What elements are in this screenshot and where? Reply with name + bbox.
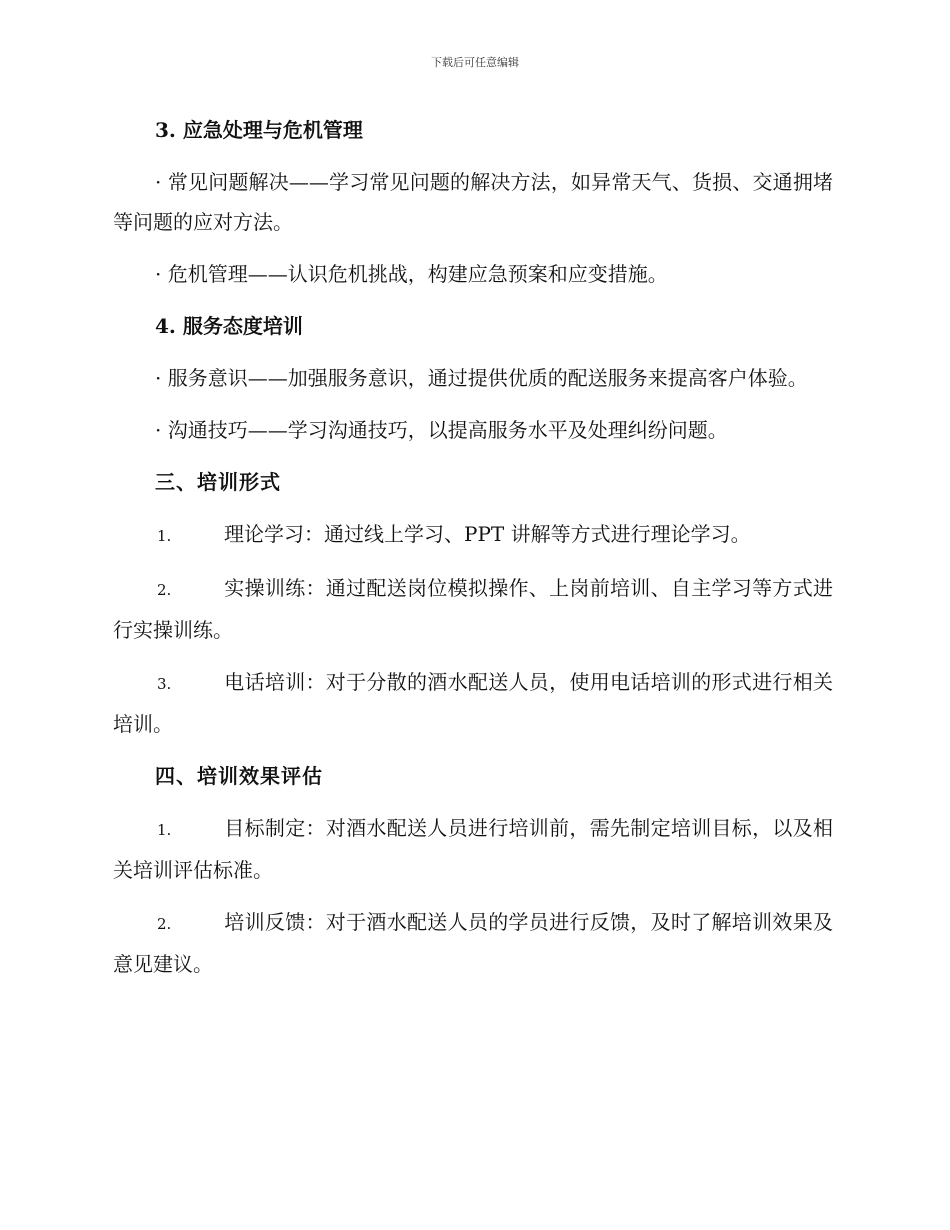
- item-number: 1.: [157, 527, 172, 545]
- item-text: 目标制定：对酒水配送人员进行培训前，需先制定培训目标，以及相关培训评估标准。: [113, 816, 833, 882]
- item-number: 1.: [157, 821, 172, 839]
- item-number: 2.: [157, 581, 172, 599]
- item-text: 理论学习：通过线上学习、PPT 讲解等方式进行理论学习。: [224, 522, 751, 546]
- section-heading-evaluation: 四、培训效果评估: [155, 764, 323, 788]
- bullet-paragraph: · 沟通技巧——学习沟通技巧，以提高服务水平及处理纠纷问题。: [155, 418, 728, 442]
- document-body: [113, 110, 833, 996]
- subsection-heading-3: 3. 应急处理与危机管理: [155, 118, 363, 142]
- numbered-item: [113, 514, 833, 556]
- item-text: 培训反馈：对于酒水配送人员的学员进行反馈，及时了解培训效果及意见建议。: [113, 910, 833, 976]
- subsection-heading-4: 4. 服务态度培训: [155, 314, 303, 338]
- bullet-paragraph: · 危机管理——认识危机挑战，构建应急预案和应变措施。: [155, 262, 668, 286]
- item-text: 电话培训：对于分散的酒水配送人员，使用电话培训的形式进行相关培训。: [113, 670, 833, 736]
- numbered-item: [113, 808, 833, 890]
- item-text: 实操训练：通过配送岗位模拟操作、上岗前培训、自主学习等方式进行实操训练。: [113, 576, 833, 642]
- numbered-item: [113, 902, 833, 984]
- numbered-item: [113, 568, 833, 650]
- bullet-paragraph: · 服务意识——加强服务意识，通过提供优质的配送服务来提高客户体验。: [155, 366, 808, 390]
- bullet-paragraph: · 常见问题解决——学习常见问题的解决方法，如异常天气、货损、交通拥堵等问题的应对方法。: [113, 170, 833, 234]
- page-header: 下载后可任意编辑: [431, 56, 519, 69]
- numbered-item: [113, 662, 833, 744]
- item-number: 3.: [157, 675, 172, 693]
- section-heading-training-form: 三、培训形式: [155, 470, 281, 494]
- item-number: 2.: [157, 915, 172, 933]
